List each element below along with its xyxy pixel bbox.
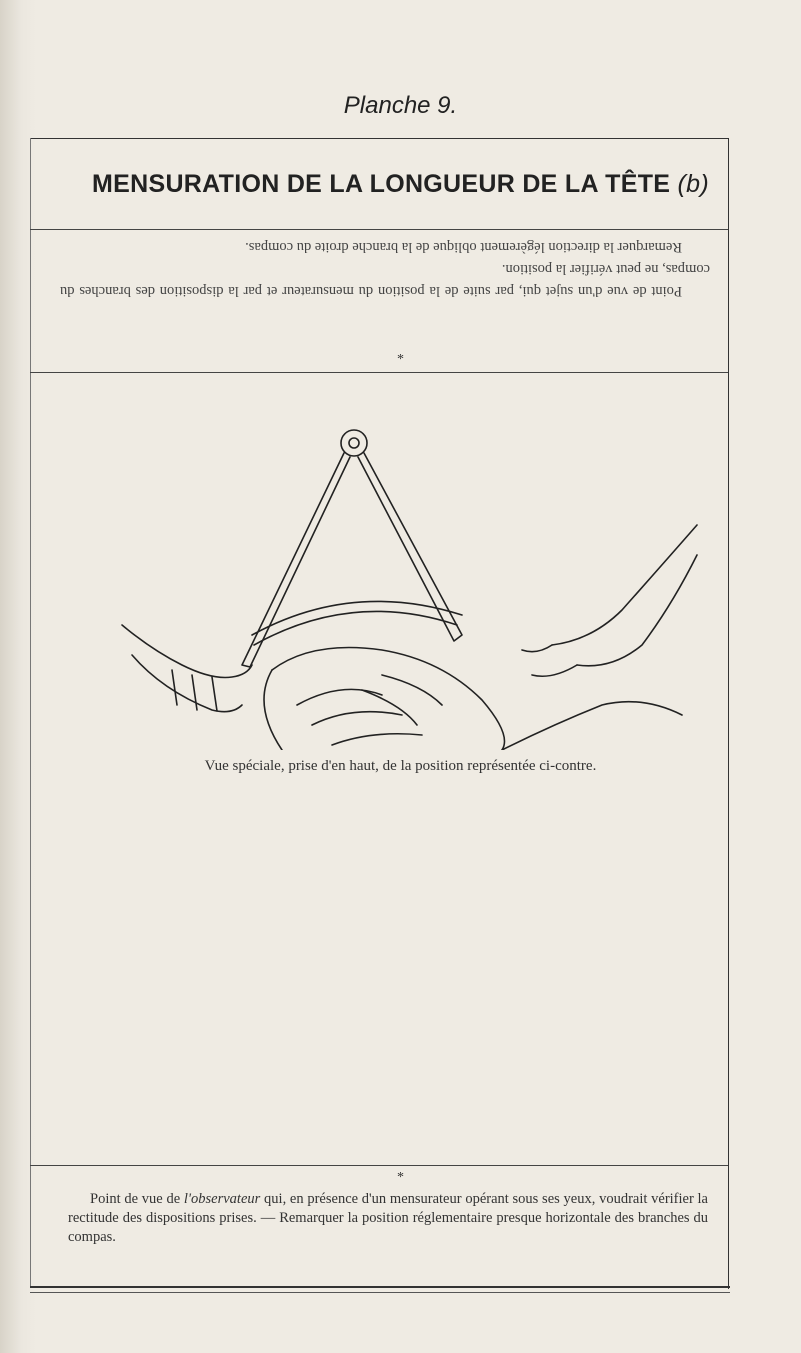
compass-right-branch: [358, 453, 462, 641]
left-hand: [122, 625, 252, 678]
figure-caption: Vue spéciale, prise d'en haut, de la position représentée ci-contre.: [204, 758, 597, 774]
heading-rule: [30, 229, 728, 230]
compass-left-branch: [242, 453, 350, 667]
compass-measurement-illustration: [82, 405, 722, 750]
heading-sub: (b): [677, 170, 709, 198]
show-through-reverse-text: [60, 236, 710, 302]
note-line1-post: qui, en présence d'un mensurateur opérant sous ses yeux, voudrait vérifier la rectitude des dispositions prises. — Remarquer la position réglementaire presque horizontale des branches du compas.: [68, 1191, 708, 1245]
note-emphasis: l'observateur: [183, 1191, 261, 1207]
observer-note: [68, 1190, 708, 1247]
section-rule-bottom: [30, 1165, 728, 1166]
reverse-paragraph-2: Remarquer la direction légèrement oblique de la branche droite du compas.: [245, 239, 682, 255]
plate-title: Planche 9.: [343, 92, 458, 119]
separator-star-top: *: [397, 352, 404, 367]
plate-frame-left: [30, 138, 31, 1288]
compass-pivot: [341, 430, 367, 456]
shoulder: [502, 702, 682, 750]
plate-frame-bottom: [30, 1286, 730, 1288]
reverse-paragraph-1: Point de vue d'un sujet qui, par suite de la position du mensurateur et par la disposition des branches du compas, ne peut vérifier la position.: [60, 261, 710, 299]
note-line1-pre: Point de vue de: [90, 1191, 184, 1207]
plate-heading: [0, 170, 801, 199]
plate-frame-bottom-double: [30, 1292, 730, 1293]
separator-star-bottom: *: [397, 1170, 404, 1185]
section-rule-top: [30, 372, 728, 373]
right-hand: [552, 525, 697, 645]
heading-main: MENSURATION DE LA LONGUEUR DE LA TÊTE: [92, 170, 671, 198]
